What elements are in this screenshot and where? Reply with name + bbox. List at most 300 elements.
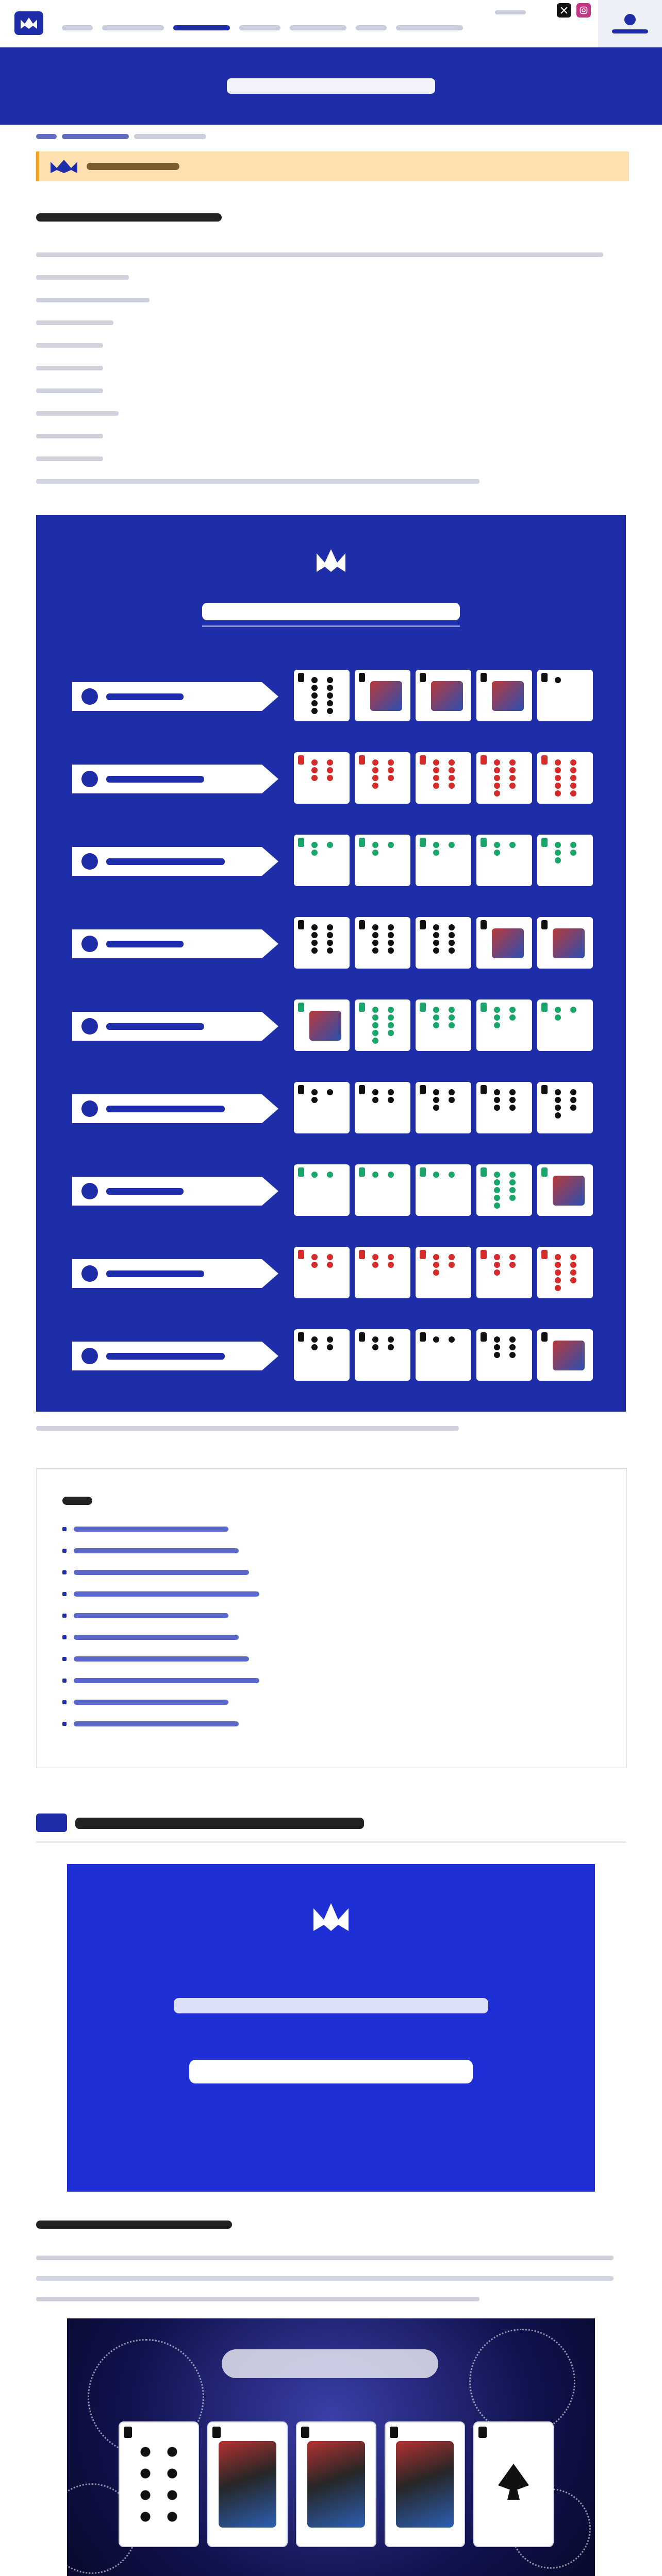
rank-name-placeholder	[106, 858, 225, 865]
card-suit-pip	[433, 924, 439, 930]
nav-item[interactable]	[239, 25, 280, 30]
card-suit-pip	[509, 759, 516, 766]
face-card-art	[396, 2441, 454, 2528]
card-suit-pip	[494, 1014, 500, 1021]
card-suit-pip	[388, 1172, 394, 1178]
card-suit-pip	[327, 677, 333, 683]
playing-card	[416, 752, 471, 804]
card-suit-pip	[494, 1344, 500, 1350]
card-suit-pip	[449, 1007, 455, 1013]
card-suit-pip	[555, 842, 561, 848]
section-number-badge	[36, 1814, 67, 1832]
playing-card	[537, 835, 593, 886]
ranking-label	[72, 1259, 278, 1288]
playing-card	[355, 1247, 410, 1298]
card-suit-pip	[372, 850, 378, 856]
playing-card	[476, 1082, 532, 1133]
card-suit-pip	[449, 1172, 455, 1178]
toc-link-placeholder[interactable]	[74, 1613, 228, 1618]
card-corner-index	[481, 1332, 487, 1342]
card-corner-index	[541, 673, 548, 682]
card-suit-pip	[311, 1254, 318, 1260]
card-suit-pip	[433, 940, 439, 946]
card-suit-pip	[388, 759, 394, 766]
card-suit-pip	[372, 1344, 378, 1350]
toc-item[interactable]	[62, 1547, 372, 1554]
toc-bullet-icon	[62, 1570, 67, 1574]
toc-link-placeholder[interactable]	[74, 1527, 228, 1532]
card-corner-index	[301, 2427, 309, 2438]
card-suit-pip	[570, 842, 576, 848]
toc-bullet-icon	[62, 1722, 67, 1726]
card-corner-index	[124, 2427, 132, 2438]
toc-link-placeholder[interactable]	[74, 1678, 259, 1683]
card-corner-index	[541, 755, 548, 765]
card-suit-pip	[372, 783, 378, 789]
card-suit-pip	[388, 1022, 394, 1028]
card-suit-pip	[327, 767, 333, 773]
card-suit-pip	[509, 1179, 516, 1185]
card-corner-index	[481, 1250, 487, 1259]
ranking-row	[72, 1329, 590, 1381]
m-logo-icon	[310, 1900, 352, 1934]
global-nav	[62, 23, 485, 33]
text-line	[36, 275, 129, 280]
face-card-art	[307, 2441, 365, 2528]
card-suit-pip	[311, 685, 318, 691]
nav-item[interactable]	[396, 25, 463, 30]
card-suit-pip	[494, 1097, 500, 1103]
card-suit-pip	[388, 1097, 394, 1103]
text-line	[36, 298, 150, 302]
card-suit-pip	[494, 1022, 500, 1028]
playing-card	[294, 1329, 350, 1381]
card-suit-pip	[555, 1105, 561, 1111]
x-icon[interactable]	[557, 3, 571, 18]
page-title-placeholder	[227, 78, 435, 94]
card-suit-pip	[372, 775, 378, 781]
toc-item[interactable]	[62, 1720, 372, 1727]
card-suit-pip	[555, 783, 561, 789]
playing-card	[355, 1164, 410, 1216]
nav-item[interactable]	[356, 25, 387, 30]
ranking-row	[72, 835, 590, 886]
card-suit-pip	[327, 692, 333, 699]
playing-card	[355, 1082, 410, 1133]
card-suit-pip	[449, 1262, 455, 1268]
playing-card	[537, 670, 593, 721]
card-suit-pip	[433, 1097, 439, 1103]
playing-card	[537, 1164, 593, 1216]
card-suit-pip	[372, 1254, 378, 1260]
card-suit-pip	[388, 932, 394, 938]
card-suit-pip	[372, 1038, 378, 1044]
card-suit-pip	[555, 1269, 561, 1276]
card-suit-pip	[570, 767, 576, 773]
table-of-contents	[36, 1468, 627, 1768]
playing-card	[537, 1247, 593, 1298]
card-suit-pip	[494, 1007, 500, 1013]
card-suit-pip	[555, 759, 561, 766]
card-suit-pip	[509, 1336, 516, 1343]
card-suit-pip	[327, 940, 333, 946]
user-icon	[624, 14, 636, 25]
card-suit-pip	[494, 1179, 500, 1185]
playing-card	[537, 1082, 593, 1133]
card-suit-pip	[433, 1105, 439, 1111]
card-suit-pip	[327, 759, 333, 766]
card-suit-pip	[555, 1262, 561, 1268]
card-suit-pip	[388, 1089, 394, 1095]
card-suit-pip	[509, 1187, 516, 1193]
card-corner-index	[420, 1250, 426, 1259]
playing-card	[294, 670, 350, 721]
card-suit-pip	[433, 947, 439, 954]
card-suit-pip	[509, 1352, 516, 1358]
card-corner-index	[359, 673, 365, 682]
card-suit-pip	[372, 1172, 378, 1178]
card-suit-pip	[449, 767, 455, 773]
playing-card	[537, 752, 593, 804]
card-corner-index	[359, 1332, 365, 1342]
breadcrumb-current	[134, 134, 206, 139]
card-suit-pip	[555, 1254, 561, 1260]
page-title-banner	[0, 47, 662, 125]
toc-link-placeholder[interactable]	[74, 1656, 249, 1662]
card-suit-pip	[570, 1089, 576, 1095]
card-suit-pip	[311, 947, 318, 954]
card-suit-pip	[311, 932, 318, 938]
spade-icon	[498, 2464, 529, 2500]
card-suit-pip	[509, 842, 516, 848]
playing-card	[294, 1247, 350, 1298]
text-line	[36, 456, 103, 461]
instagram-icon[interactable]	[576, 3, 591, 18]
toc-bullet-icon	[62, 1700, 67, 1704]
card-suit-pip	[555, 790, 561, 796]
card-suit-pip	[494, 1172, 500, 1178]
nav-item[interactable]	[62, 25, 93, 30]
card-suit-pip	[433, 850, 439, 856]
card-suit-pip	[509, 775, 516, 781]
card-suit-pip	[555, 1285, 561, 1291]
card-suit-pip	[372, 1014, 378, 1021]
playing-card	[476, 835, 532, 886]
card-suit-pip	[449, 1014, 455, 1021]
card-corner-index	[359, 1250, 365, 1259]
card-corner-index	[541, 1332, 548, 1342]
face-card-art	[219, 2441, 276, 2528]
card-corner-index	[298, 1250, 304, 1259]
banner-english-heading-placeholder	[174, 1998, 488, 2013]
firework-decoration	[469, 2329, 575, 2435]
ranking-row	[72, 1164, 590, 1216]
m-logo-icon	[313, 546, 349, 575]
text-line	[36, 343, 103, 348]
card-suit-pip	[570, 1277, 576, 1283]
card-suit-pip	[327, 685, 333, 691]
toc-link-placeholder[interactable]	[74, 1700, 228, 1705]
ranking-label	[72, 1094, 278, 1123]
breadcrumb-link[interactable]	[36, 134, 57, 139]
card-suit-pip	[388, 1030, 394, 1036]
card-suit-pip	[327, 932, 333, 938]
toc-link-placeholder[interactable]	[74, 1635, 239, 1640]
text-line	[36, 434, 103, 438]
card-suit-pip	[433, 1269, 439, 1276]
card-suit-pip	[327, 700, 333, 706]
site-header	[0, 0, 662, 48]
toc-link-placeholder[interactable]	[74, 1591, 259, 1597]
playing-card	[416, 1082, 471, 1133]
card-suit-pip	[388, 1336, 394, 1343]
card-suit-pip	[509, 767, 516, 773]
section-heading-placeholder	[36, 213, 222, 222]
card-suit-pip	[449, 775, 455, 781]
card-suit-pip	[327, 842, 333, 848]
card-suit-pip	[433, 1014, 439, 1021]
playing-card	[294, 1082, 350, 1133]
nav-item-active[interactable]	[173, 25, 230, 30]
header-tool-link[interactable]	[495, 10, 526, 14]
hand-ranking-panel	[36, 515, 626, 1412]
card-suit-pip	[509, 1195, 516, 1201]
card-suit-pip	[570, 1262, 576, 1268]
mypage-button[interactable]	[598, 0, 662, 47]
card-corner-index	[298, 755, 304, 765]
text-line	[36, 320, 113, 325]
card-corner-index	[420, 1003, 426, 1012]
card-suit-pip	[433, 932, 439, 938]
card-corner-index	[420, 673, 426, 682]
rank-number-badge	[81, 1018, 98, 1035]
card-suit-pip	[388, 767, 394, 773]
m-logo-icon	[19, 15, 39, 31]
royal-flush-script-title-placeholder	[222, 2349, 438, 2378]
toc-link-placeholder[interactable]	[74, 1570, 249, 1575]
card-corner-index	[481, 838, 487, 847]
card-suit-pip	[372, 767, 378, 773]
card-suit-pip	[311, 940, 318, 946]
playing-card	[294, 752, 350, 804]
card-suit-pip	[311, 700, 318, 706]
card-suit-pip	[570, 1097, 576, 1103]
card-suit-pip	[570, 775, 576, 781]
card-suit-pip	[311, 1344, 318, 1350]
panel-title-underline	[202, 625, 460, 627]
card-corner-index	[420, 838, 426, 847]
subheading-placeholder	[36, 2221, 232, 2229]
card-suit-pip	[509, 1262, 516, 1268]
playing-card	[416, 1247, 471, 1298]
toc-link-placeholder[interactable]	[74, 1721, 239, 1726]
card-suit-pip	[449, 940, 455, 946]
card-suit-pip	[494, 1262, 500, 1268]
card-suit-pip	[494, 1195, 500, 1201]
ranking-row	[72, 999, 590, 1051]
card-suit-pip	[388, 924, 394, 930]
site-logo[interactable]	[14, 11, 43, 35]
royal-flush-illustration	[67, 2318, 595, 2576]
royal-flush-card	[385, 2421, 465, 2547]
card-suit-pip	[555, 1007, 561, 1013]
card-suit-pip	[449, 1336, 455, 1343]
card-suit-pip	[327, 1344, 333, 1350]
toc-item[interactable]	[62, 1526, 372, 1533]
text-line	[36, 388, 103, 393]
card-suit-pip	[555, 775, 561, 781]
card-suit-pip	[494, 1336, 500, 1343]
rank-name-placeholder	[106, 776, 204, 783]
playing-card	[355, 752, 410, 804]
card-suit-pip	[555, 1112, 561, 1118]
playing-card	[537, 999, 593, 1051]
card-corner-index	[541, 1003, 548, 1012]
card-corner-index	[541, 1167, 548, 1177]
rank-name-placeholder	[106, 1023, 204, 1030]
playing-card	[416, 1329, 471, 1381]
card-suit-pip	[372, 924, 378, 930]
playing-card	[355, 1329, 410, 1381]
card-corner-index	[298, 1003, 304, 1012]
card-suit-pip	[327, 1262, 333, 1268]
card-suit-pip	[327, 1254, 333, 1260]
banner-japanese-heading-placeholder	[189, 2060, 473, 2083]
card-suit-pip	[311, 677, 318, 683]
card-corner-index	[298, 838, 304, 847]
card-suit-pip	[494, 1254, 500, 1260]
card-corner-index	[359, 1085, 365, 1094]
card-suit-pip	[570, 783, 576, 789]
playing-card	[416, 670, 471, 721]
playing-card	[476, 670, 532, 721]
breadcrumb-link[interactable]	[62, 134, 129, 139]
card-suit-pip	[433, 1254, 439, 1260]
card-suit-pip	[555, 1097, 561, 1103]
card-corner-index	[541, 920, 548, 929]
card-suit-pip	[494, 1269, 500, 1276]
card-corner-index	[481, 755, 487, 765]
card-suit-pip	[311, 759, 318, 766]
card-suit-pip	[327, 1172, 333, 1178]
ranking-label	[72, 929, 278, 958]
toc-bullet-icon	[62, 1657, 67, 1661]
card-corner-index	[481, 673, 487, 682]
toc-item[interactable]	[62, 1677, 372, 1684]
ranking-label	[72, 682, 278, 711]
card-suit-pip	[449, 759, 455, 766]
card-corner-index	[478, 2427, 487, 2438]
ranking-label	[72, 1177, 278, 1206]
text-line	[36, 411, 119, 416]
card-suit-pip	[494, 1352, 500, 1358]
card-suit-pip	[372, 1007, 378, 1013]
playing-card	[355, 835, 410, 886]
playing-card	[355, 917, 410, 969]
ranking-label	[72, 1012, 278, 1041]
toc-item[interactable]	[62, 1590, 372, 1598]
rank-number-badge	[81, 936, 98, 952]
card-suit-pip	[388, 775, 394, 781]
card-suit-pip	[494, 775, 500, 781]
card-suit-pip	[388, 1007, 394, 1013]
card-suit-pip	[372, 1022, 378, 1028]
card-suit-pip	[433, 842, 439, 848]
rank-number-badge	[81, 1348, 98, 1364]
card-suit-pip	[449, 924, 455, 930]
toc-item[interactable]	[62, 1612, 372, 1619]
card-suit-pip	[433, 1172, 439, 1178]
card-suit-pip	[433, 775, 439, 781]
card-corner-index	[359, 1003, 365, 1012]
card-suit-pip	[494, 759, 500, 766]
card-corner-index	[212, 2427, 221, 2438]
rank-number-badge	[81, 1183, 98, 1199]
card-suit-pip	[509, 1007, 516, 1013]
toc-item[interactable]	[62, 1569, 372, 1576]
card-suit-pip	[327, 947, 333, 954]
toc-item[interactable]	[62, 1634, 372, 1641]
nav-item[interactable]	[102, 25, 164, 30]
toc-title-placeholder	[62, 1497, 92, 1505]
mypage-label-placeholder	[612, 29, 648, 33]
card-suit-pip	[311, 850, 318, 856]
playing-card	[294, 999, 350, 1051]
card-corner-index	[420, 1332, 426, 1342]
toc-item[interactable]	[62, 1699, 372, 1706]
rank-number-badge	[81, 771, 98, 787]
ranking-label	[72, 847, 278, 876]
nav-item[interactable]	[290, 25, 346, 30]
card-suit-pip	[494, 783, 500, 789]
card-corner-index	[541, 1085, 548, 1094]
category-label-placeholder	[87, 163, 179, 170]
card-suit-pip	[311, 767, 318, 773]
card-suit-pip	[570, 1105, 576, 1111]
card-corner-index	[298, 1332, 304, 1342]
ranking-label	[72, 765, 278, 793]
rank-name-placeholder	[106, 1270, 204, 1277]
card-suit-pip	[509, 1089, 516, 1095]
card-suit-pip	[555, 1014, 561, 1021]
card-suit-pip	[388, 842, 394, 848]
rank-number-badge	[81, 1265, 98, 1282]
card-corner-index	[481, 1167, 487, 1177]
breadcrumb	[36, 134, 232, 139]
playing-card	[476, 999, 532, 1051]
rank-number-badge	[81, 688, 98, 705]
card-suit-pip	[509, 1172, 516, 1178]
text-line	[36, 366, 103, 370]
card-corner-index	[359, 1167, 365, 1177]
toc-bullet-icon	[62, 1592, 67, 1596]
card-suit-pip	[311, 842, 318, 848]
card-suit-pip	[433, 1007, 439, 1013]
card-suit-pip	[555, 857, 561, 863]
spade-pips	[132, 2441, 186, 2528]
playing-card	[294, 917, 350, 969]
toc-link-placeholder[interactable]	[74, 1548, 239, 1553]
toc-bullet-icon	[62, 1614, 67, 1618]
card-suit-pip	[494, 1202, 500, 1209]
card-corner-index	[420, 1085, 426, 1094]
card-suit-pip	[494, 1089, 500, 1095]
toc-item[interactable]	[62, 1655, 372, 1663]
card-corner-index	[298, 1167, 304, 1177]
card-suit-pip	[372, 947, 378, 954]
card-corner-index	[541, 838, 548, 847]
text-line	[36, 2256, 614, 2260]
